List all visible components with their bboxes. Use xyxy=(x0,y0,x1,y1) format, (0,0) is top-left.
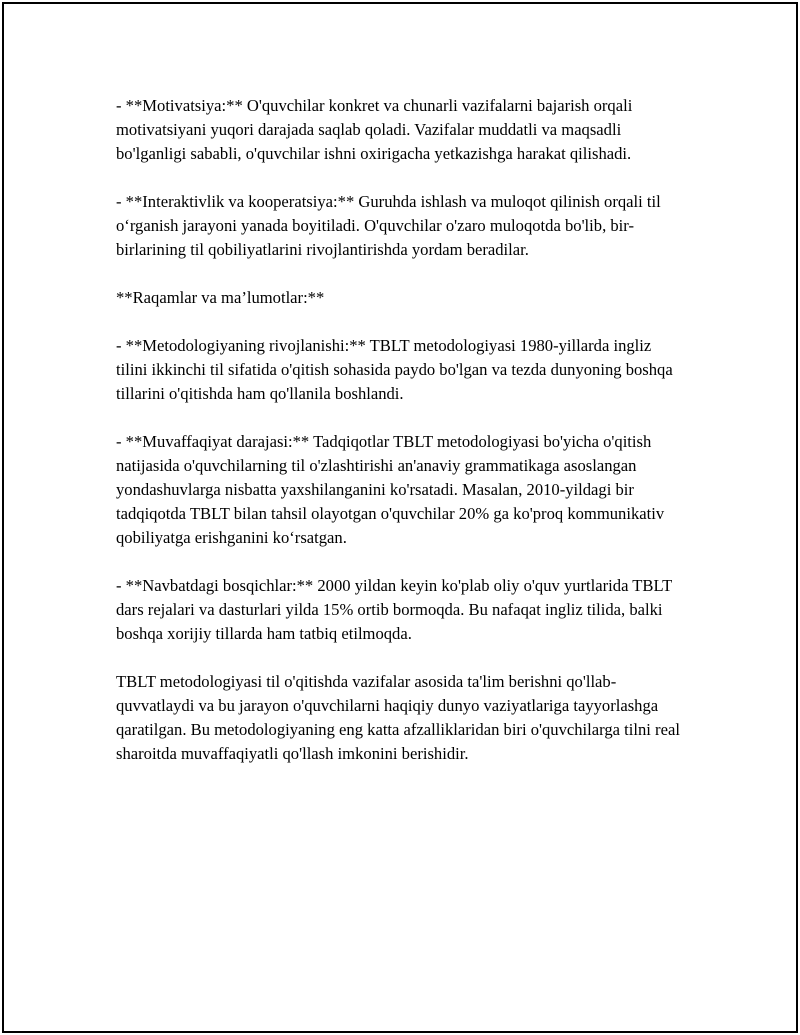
paragraph-navbatdagi-bosqichlar: - **Navbatdagi bosqichlar:** 2000 yildan keyin ko'plab oliy o'quv yurtlarida TBLT dars rejalari va dasturlari yilda 15% ortib bormoqda. Bu nafaqat ingliz tilida, balki boshqa xorijiy tillarda ham tatbiq etilmoqda. xyxy=(116,576,672,643)
section-heading-raqamlar: **Raqamlar va ma’lumotlar:** xyxy=(116,288,325,307)
paragraph-motivatsiya: - **Motivatsiya:** O'quvchilar konkret va chunarli vazifalarni bajarish orqali motivatsiyani yuqori darajada saqlab qoladi. Vazifalar muddatli va maqsadli bo'lganligi sababli, o'quvchilar ishni oxirigacha yetkazishga harakat qilishadi. xyxy=(116,96,633,163)
paragraph-muvaffaqiyat-darajasi: - **Muvaffaqiyat darajasi:** Tadqiqotlar TBLT metodologiyasi bo'yicha o'qitish natijasida o'quvchilarning til o'zlashtirishi an'anaviy grammatikaga asoslangan yondashuvlarga nisbatta yaxshilanganini ko'rsatadi. Masalan, 2010-yildagi bir tadqiqotda TBLT bilan tahsil olayotgan o'quvchilar 20% ga ko'proq kommunikativ qobiliyatga erishganini ko‘rsatgan. xyxy=(116,432,665,547)
paragraph-conclusion: TBLT metodologiyasi til o'qitishda vazifalar asosida ta'lim berishni qo'llab-quvvatlaydi va bu jarayon o'quvchilarni haqiqiy dunyo vaziyatlariga tayyorlashga qaratilgan. Bu metodologiyaning eng katta afzalliklaridan biri o'quvchilarga tilni real sharoitda muvaffaqiyatli qo'llash imkonini berishidir. xyxy=(116,672,680,763)
paragraph-interaktivlik: - **Interaktivlik va kooperatsiya:** Guruhda ishlash va muloqot qilinish orqali til o‘rganish jarayoni yanada boyitiladi. O'quvchilar o'zaro muloqotda bo'lib, bir-birlarining til qobiliyatlarini rivojlantirishda yordam beradilar. xyxy=(116,192,661,259)
document-body xyxy=(116,94,686,766)
paragraph-metodologiya-rivojlanishi: - **Metodologiyaning rivojlanishi:** TBLT metodologiyasi 1980-yillarda ingliz tilini ikkinchi til sifatida o'qitish sohasida paydo bo'lgan va tezda dunyoning boshqa tillarini o'qitishda ham qo'llanila boshlandi. xyxy=(116,336,673,403)
